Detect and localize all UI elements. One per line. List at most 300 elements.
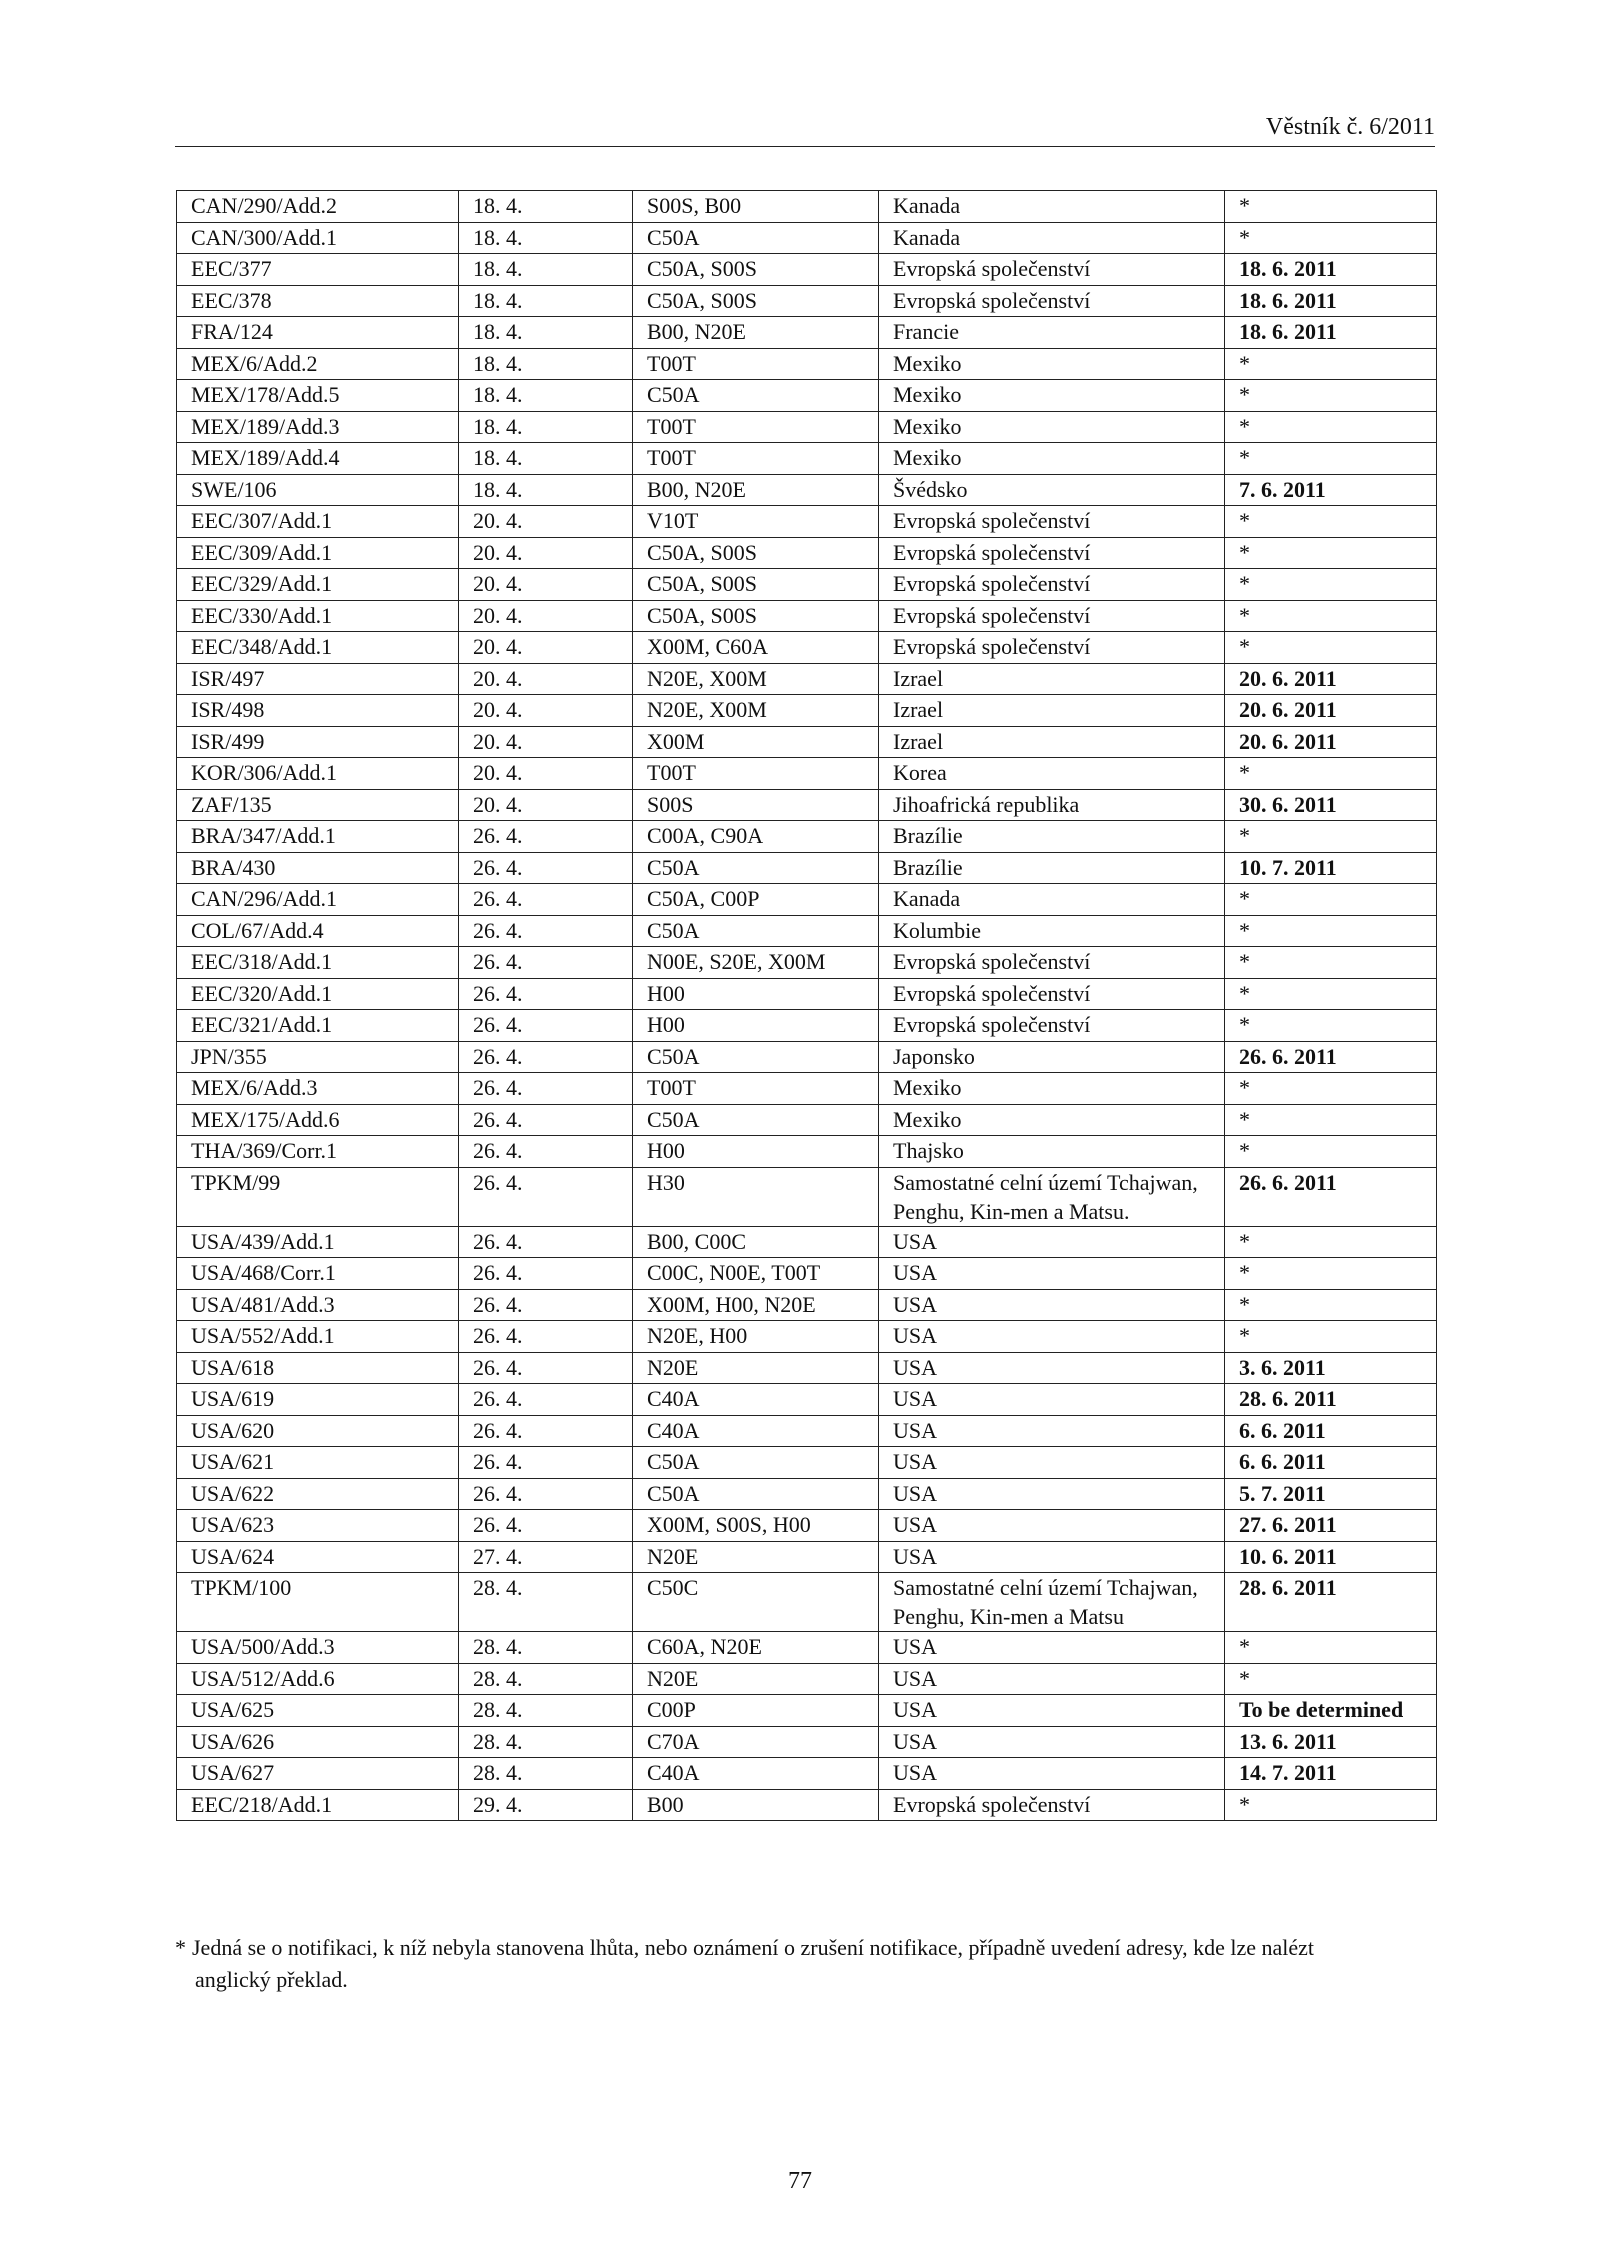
cell-date: 20. 4.	[459, 726, 633, 758]
cell-deadline: *	[1225, 537, 1437, 569]
cell-date: 18. 4.	[459, 317, 633, 349]
header-title: Věstník č. 6/2011	[1265, 114, 1435, 140]
cell-date: 20. 4.	[459, 758, 633, 790]
cell-member: Evropská společenství	[879, 506, 1225, 538]
cell-codes: N20E	[633, 1352, 879, 1384]
table-row	[177, 632, 1437, 664]
cell-document: KOR/306/Add.1	[177, 758, 459, 790]
cell-member: USA	[879, 1663, 1225, 1695]
cell-codes: C50A	[633, 222, 879, 254]
cell-deadline: *	[1225, 506, 1437, 538]
page-number: 77	[788, 2168, 812, 2194]
cell-deadline: 18. 6. 2011	[1225, 285, 1437, 317]
cell-date: 18. 4.	[459, 443, 633, 475]
cell-codes: C50A	[633, 1041, 879, 1073]
cell-codes: X00M, C60A	[633, 632, 879, 664]
notifications-table	[176, 190, 1437, 1821]
table-row	[177, 884, 1437, 916]
page-header	[175, 112, 1435, 147]
cell-codes: B00	[633, 1789, 879, 1821]
cell-deadline: 20. 6. 2011	[1225, 695, 1437, 727]
cell-deadline: *	[1225, 915, 1437, 947]
cell-deadline: To be determined	[1225, 1695, 1437, 1727]
cell-codes: C50A	[633, 1447, 879, 1479]
cell-deadline: *	[1225, 1258, 1437, 1290]
footnote-line-1: Jedná se o notifikaci, k níž nebyla stanovena lhůta, nebo oznámení o zrušení notifikace, případně uvedení adresy, kde lze nalézt	[192, 1935, 1314, 1960]
table-row	[177, 1447, 1437, 1479]
table-row	[177, 1541, 1437, 1573]
cell-date: 18. 4.	[459, 285, 633, 317]
cell-deadline: *	[1225, 1321, 1437, 1353]
cell-date: 18. 4.	[459, 254, 633, 286]
cell-date: 26. 4.	[459, 1104, 633, 1136]
cell-codes: C50A, S00S	[633, 537, 879, 569]
cell-codes: V10T	[633, 506, 879, 538]
cell-member: Korea	[879, 758, 1225, 790]
cell-member: Evropská společenství	[879, 947, 1225, 979]
cell-document: EEC/330/Add.1	[177, 600, 459, 632]
cell-date: 26. 4.	[459, 915, 633, 947]
cell-codes: C50A	[633, 1478, 879, 1510]
cell-document: COL/67/Add.4	[177, 915, 459, 947]
cell-member: Evropská společenství	[879, 1010, 1225, 1042]
cell-deadline: 6. 6. 2011	[1225, 1415, 1437, 1447]
cell-document: MEX/178/Add.5	[177, 380, 459, 412]
cell-deadline: *	[1225, 1663, 1437, 1695]
cell-date: 26. 4.	[459, 1478, 633, 1510]
cell-codes: C50A, C00P	[633, 884, 879, 916]
cell-deadline: *	[1225, 1073, 1437, 1105]
cell-codes: N20E, X00M	[633, 695, 879, 727]
cell-document: EEC/320/Add.1	[177, 978, 459, 1010]
cell-deadline: 26. 6. 2011	[1225, 1167, 1437, 1226]
table-row	[177, 348, 1437, 380]
cell-document: EEC/329/Add.1	[177, 569, 459, 601]
cell-deadline: *	[1225, 1010, 1437, 1042]
cell-deadline: 14. 7. 2011	[1225, 1758, 1437, 1790]
cell-member: Izrael	[879, 726, 1225, 758]
table-row	[177, 1478, 1437, 1510]
cell-member: Evropská společenství	[879, 254, 1225, 286]
cell-document: USA/512/Add.6	[177, 1663, 459, 1695]
cell-member: USA	[879, 1258, 1225, 1290]
cell-deadline: *	[1225, 632, 1437, 664]
cell-codes: T00T	[633, 1073, 879, 1105]
cell-document: BRA/430	[177, 852, 459, 884]
cell-member: USA	[879, 1321, 1225, 1353]
footnote-line-2: anglický překlad.	[195, 1967, 348, 1992]
cell-document: CAN/296/Add.1	[177, 884, 459, 916]
cell-codes: N20E, X00M	[633, 663, 879, 695]
cell-codes: H30	[633, 1167, 879, 1226]
cell-date: 26. 4.	[459, 884, 633, 916]
cell-document: MEX/175/Add.6	[177, 1104, 459, 1136]
table-row	[177, 1041, 1437, 1073]
cell-deadline: 27. 6. 2011	[1225, 1510, 1437, 1542]
cell-date: 26. 4.	[459, 947, 633, 979]
cell-member: Mexiko	[879, 1073, 1225, 1105]
cell-codes: S00S	[633, 789, 879, 821]
cell-member: Jihoafrická republika	[879, 789, 1225, 821]
cell-deadline: *	[1225, 821, 1437, 853]
cell-member: Samostatné celní území Tchajwan, Penghu, Kin-men a Matsu.	[879, 1167, 1225, 1226]
cell-deadline: 18. 6. 2011	[1225, 317, 1437, 349]
table-row	[177, 600, 1437, 632]
cell-deadline: 3. 6. 2011	[1225, 1352, 1437, 1384]
cell-codes: C50A	[633, 1104, 879, 1136]
cell-codes: T00T	[633, 411, 879, 443]
table-row	[177, 726, 1437, 758]
cell-document: EEC/307/Add.1	[177, 506, 459, 538]
cell-document: USA/626	[177, 1726, 459, 1758]
cell-date: 26. 4.	[459, 1415, 633, 1447]
cell-deadline: 18. 6. 2011	[1225, 254, 1437, 286]
cell-member: Thajsko	[879, 1136, 1225, 1168]
cell-deadline: *	[1225, 443, 1437, 475]
cell-deadline: *	[1225, 600, 1437, 632]
table-row	[177, 1321, 1437, 1353]
cell-document: USA/439/Add.1	[177, 1226, 459, 1258]
cell-codes: X00M	[633, 726, 879, 758]
cell-codes: X00M, S00S, H00	[633, 1510, 879, 1542]
cell-date: 26. 4.	[459, 852, 633, 884]
cell-date: 28. 4.	[459, 1758, 633, 1790]
cell-member: Evropská společenství	[879, 1789, 1225, 1821]
cell-date: 29. 4.	[459, 1789, 633, 1821]
cell-member: USA	[879, 1415, 1225, 1447]
cell-member: Kolumbie	[879, 915, 1225, 947]
cell-date: 27. 4.	[459, 1541, 633, 1573]
cell-date: 20. 4.	[459, 632, 633, 664]
cell-codes: C60A, N20E	[633, 1632, 879, 1664]
cell-document: CAN/300/Add.1	[177, 222, 459, 254]
cell-date: 20. 4.	[459, 695, 633, 727]
cell-codes: C00C, N00E, T00T	[633, 1258, 879, 1290]
cell-date: 26. 4.	[459, 1510, 633, 1542]
table-row	[177, 1510, 1437, 1542]
cell-codes: B00, N20E	[633, 317, 879, 349]
table-body	[177, 191, 1437, 1821]
cell-codes: N00E, S20E, X00M	[633, 947, 879, 979]
cell-member: Evropská společenství	[879, 600, 1225, 632]
cell-document: USA/619	[177, 1384, 459, 1416]
cell-date: 26. 4.	[459, 1447, 633, 1479]
table-row	[177, 1632, 1437, 1664]
table-row	[177, 821, 1437, 853]
cell-date: 26. 4.	[459, 1352, 633, 1384]
cell-member: Mexiko	[879, 348, 1225, 380]
cell-member: USA	[879, 1541, 1225, 1573]
cell-member: Evropská společenství	[879, 537, 1225, 569]
cell-document: USA/627	[177, 1758, 459, 1790]
cell-document: USA/624	[177, 1541, 459, 1573]
cell-member: Izrael	[879, 695, 1225, 727]
cell-member: Kanada	[879, 884, 1225, 916]
table-row	[177, 1258, 1437, 1290]
cell-date: 28. 4.	[459, 1663, 633, 1695]
table-row	[177, 789, 1437, 821]
cell-document: ISR/498	[177, 695, 459, 727]
cell-member: Švédsko	[879, 474, 1225, 506]
cell-document: TPKM/100	[177, 1573, 459, 1632]
table-row	[177, 474, 1437, 506]
cell-codes: C50A, S00S	[633, 254, 879, 286]
footnote-mark: *	[175, 1935, 186, 1960]
cell-date: 18. 4.	[459, 411, 633, 443]
cell-member: Evropská společenství	[879, 285, 1225, 317]
table-row	[177, 1789, 1437, 1821]
cell-date: 18. 4.	[459, 191, 633, 223]
cell-deadline: 7. 6. 2011	[1225, 474, 1437, 506]
cell-codes: H00	[633, 1010, 879, 1042]
cell-document: BRA/347/Add.1	[177, 821, 459, 853]
cell-date: 18. 4.	[459, 222, 633, 254]
cell-document: MEX/6/Add.2	[177, 348, 459, 380]
cell-date: 28. 4.	[459, 1726, 633, 1758]
cell-date: 20. 4.	[459, 600, 633, 632]
cell-date: 26. 4.	[459, 1073, 633, 1105]
cell-member: Japonsko	[879, 1041, 1225, 1073]
cell-document: USA/500/Add.3	[177, 1632, 459, 1664]
cell-deadline: 20. 6. 2011	[1225, 663, 1437, 695]
table-row	[177, 443, 1437, 475]
cell-deadline: *	[1225, 1104, 1437, 1136]
cell-member: Mexiko	[879, 380, 1225, 412]
cell-deadline: *	[1225, 1789, 1437, 1821]
cell-codes: B00, N20E	[633, 474, 879, 506]
cell-date: 26. 4.	[459, 821, 633, 853]
cell-document: TPKM/99	[177, 1167, 459, 1226]
cell-codes: C50A, S00S	[633, 569, 879, 601]
cell-member: Brazílie	[879, 852, 1225, 884]
table-row	[177, 978, 1437, 1010]
cell-deadline: 5. 7. 2011	[1225, 1478, 1437, 1510]
cell-member: USA	[879, 1478, 1225, 1510]
cell-date: 26. 4.	[459, 1289, 633, 1321]
cell-deadline: 26. 6. 2011	[1225, 1041, 1437, 1073]
cell-date: 18. 4.	[459, 474, 633, 506]
cell-date: 26. 4.	[459, 1010, 633, 1042]
cell-codes: C50C	[633, 1573, 879, 1632]
table-row	[177, 317, 1437, 349]
table-row	[177, 537, 1437, 569]
cell-member: USA	[879, 1226, 1225, 1258]
table-row	[177, 1573, 1437, 1632]
cell-document: SWE/106	[177, 474, 459, 506]
table-row	[177, 663, 1437, 695]
cell-codes: C40A	[633, 1758, 879, 1790]
cell-date: 20. 4.	[459, 537, 633, 569]
cell-document: USA/552/Add.1	[177, 1321, 459, 1353]
cell-deadline: 10. 7. 2011	[1225, 852, 1437, 884]
table-row	[177, 1726, 1437, 1758]
cell-document: USA/481/Add.3	[177, 1289, 459, 1321]
cell-document: EEC/218/Add.1	[177, 1789, 459, 1821]
table-row	[177, 569, 1437, 601]
cell-codes: T00T	[633, 758, 879, 790]
table-row	[177, 947, 1437, 979]
cell-document: USA/623	[177, 1510, 459, 1542]
cell-codes: S00S, B00	[633, 191, 879, 223]
cell-deadline: 30. 6. 2011	[1225, 789, 1437, 821]
cell-deadline: *	[1225, 191, 1437, 223]
cell-document: JPN/355	[177, 1041, 459, 1073]
cell-document: THA/369/Corr.1	[177, 1136, 459, 1168]
cell-codes: N20E, H00	[633, 1321, 879, 1353]
cell-member: USA	[879, 1384, 1225, 1416]
cell-deadline: 28. 6. 2011	[1225, 1384, 1437, 1416]
cell-deadline: *	[1225, 1136, 1437, 1168]
cell-codes: B00, C00C	[633, 1226, 879, 1258]
cell-member: USA	[879, 1352, 1225, 1384]
table-row	[177, 1384, 1437, 1416]
cell-member: Izrael	[879, 663, 1225, 695]
cell-codes: X00M, H00, N20E	[633, 1289, 879, 1321]
cell-member: Brazílie	[879, 821, 1225, 853]
cell-member: Mexiko	[879, 443, 1225, 475]
footnote	[175, 1932, 1437, 1996]
cell-document: MEX/189/Add.4	[177, 443, 459, 475]
table-row	[177, 1073, 1437, 1105]
cell-deadline: 10. 6. 2011	[1225, 1541, 1437, 1573]
cell-deadline: *	[1225, 978, 1437, 1010]
cell-date: 28. 4.	[459, 1632, 633, 1664]
cell-deadline: 13. 6. 2011	[1225, 1726, 1437, 1758]
cell-document: USA/620	[177, 1415, 459, 1447]
cell-date: 20. 4.	[459, 789, 633, 821]
cell-document: EEC/377	[177, 254, 459, 286]
table-row	[177, 254, 1437, 286]
cell-codes: H00	[633, 978, 879, 1010]
cell-deadline: *	[1225, 947, 1437, 979]
cell-member: Kanada	[879, 222, 1225, 254]
cell-document: ISR/497	[177, 663, 459, 695]
cell-date: 18. 4.	[459, 380, 633, 412]
cell-member: Evropská společenství	[879, 632, 1225, 664]
cell-deadline: *	[1225, 1226, 1437, 1258]
cell-member: Samostatné celní území Tchajwan, Penghu, Kin-men a Matsu	[879, 1573, 1225, 1632]
cell-deadline: 28. 6. 2011	[1225, 1573, 1437, 1632]
cell-member: Evropská společenství	[879, 569, 1225, 601]
cell-member: USA	[879, 1695, 1225, 1727]
cell-codes: C50A	[633, 380, 879, 412]
table-row	[177, 1136, 1437, 1168]
cell-document: CAN/290/Add.2	[177, 191, 459, 223]
cell-date: 26. 4.	[459, 978, 633, 1010]
cell-document: EEC/348/Add.1	[177, 632, 459, 664]
cell-date: 26. 4.	[459, 1226, 633, 1258]
cell-deadline: *	[1225, 411, 1437, 443]
cell-date: 28. 4.	[459, 1573, 633, 1632]
cell-deadline: *	[1225, 380, 1437, 412]
cell-codes: N20E	[633, 1663, 879, 1695]
cell-date: 26. 4.	[459, 1136, 633, 1168]
table-row	[177, 506, 1437, 538]
cell-codes: C40A	[633, 1384, 879, 1416]
cell-document: USA/468/Corr.1	[177, 1258, 459, 1290]
cell-codes: N20E	[633, 1541, 879, 1573]
cell-document: MEX/189/Add.3	[177, 411, 459, 443]
table-row	[177, 222, 1437, 254]
cell-document: ISR/499	[177, 726, 459, 758]
cell-document: EEC/321/Add.1	[177, 1010, 459, 1042]
cell-document: ZAF/135	[177, 789, 459, 821]
table-row	[177, 411, 1437, 443]
table-row	[177, 1104, 1437, 1136]
table-row	[177, 852, 1437, 884]
cell-date: 18. 4.	[459, 348, 633, 380]
cell-date: 26. 4.	[459, 1041, 633, 1073]
cell-date: 26. 4.	[459, 1258, 633, 1290]
table-row	[177, 1226, 1437, 1258]
cell-deadline: *	[1225, 222, 1437, 254]
cell-member: USA	[879, 1447, 1225, 1479]
table-row	[177, 915, 1437, 947]
cell-date: 28. 4.	[459, 1695, 633, 1727]
cell-member: Francie	[879, 317, 1225, 349]
table-row	[177, 1289, 1437, 1321]
cell-document: EEC/318/Add.1	[177, 947, 459, 979]
cell-deadline: *	[1225, 1632, 1437, 1664]
cell-deadline: 6. 6. 2011	[1225, 1447, 1437, 1479]
cell-deadline: *	[1225, 348, 1437, 380]
cell-codes: C50A	[633, 852, 879, 884]
table-row	[177, 695, 1437, 727]
cell-codes: C50A	[633, 915, 879, 947]
cell-date: 26. 4.	[459, 1321, 633, 1353]
table-row	[177, 1352, 1437, 1384]
cell-date: 26. 4.	[459, 1384, 633, 1416]
cell-deadline: *	[1225, 569, 1437, 601]
cell-member: USA	[879, 1510, 1225, 1542]
cell-document: USA/621	[177, 1447, 459, 1479]
table-row	[177, 1695, 1437, 1727]
cell-member: USA	[879, 1726, 1225, 1758]
cell-document: FRA/124	[177, 317, 459, 349]
cell-date: 20. 4.	[459, 506, 633, 538]
cell-member: USA	[879, 1758, 1225, 1790]
cell-document: EEC/378	[177, 285, 459, 317]
cell-codes: C50A, S00S	[633, 285, 879, 317]
cell-date: 20. 4.	[459, 663, 633, 695]
cell-deadline: *	[1225, 1289, 1437, 1321]
table-row	[177, 1758, 1437, 1790]
cell-deadline: 20. 6. 2011	[1225, 726, 1437, 758]
cell-codes: C00A, C90A	[633, 821, 879, 853]
table-row	[177, 285, 1437, 317]
cell-document: USA/618	[177, 1352, 459, 1384]
cell-codes: H00	[633, 1136, 879, 1168]
table-row	[177, 380, 1437, 412]
cell-codes: C70A	[633, 1726, 879, 1758]
cell-document: USA/625	[177, 1695, 459, 1727]
cell-date: 20. 4.	[459, 569, 633, 601]
table-row	[177, 1663, 1437, 1695]
cell-member: USA	[879, 1632, 1225, 1664]
cell-deadline: *	[1225, 758, 1437, 790]
cell-member: USA	[879, 1289, 1225, 1321]
cell-codes: C00P	[633, 1695, 879, 1727]
cell-member: Evropská společenství	[879, 978, 1225, 1010]
table-row	[177, 1010, 1437, 1042]
cell-document: EEC/309/Add.1	[177, 537, 459, 569]
cell-member: Mexiko	[879, 411, 1225, 443]
cell-document: USA/622	[177, 1478, 459, 1510]
table-row	[177, 191, 1437, 223]
table-row	[177, 758, 1437, 790]
cell-codes: C40A	[633, 1415, 879, 1447]
cell-codes: T00T	[633, 348, 879, 380]
